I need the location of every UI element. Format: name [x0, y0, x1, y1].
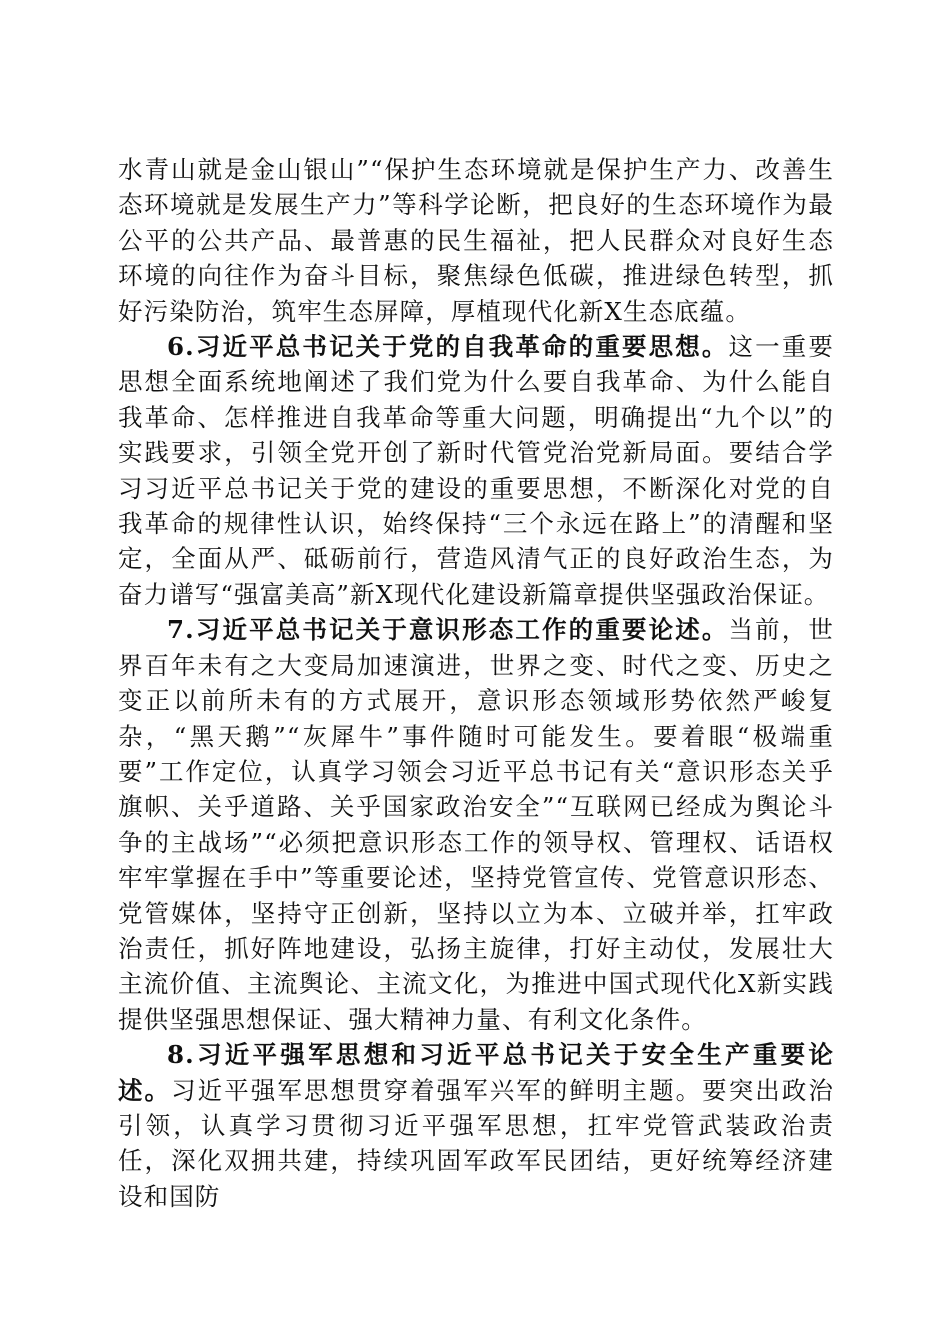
- paragraph-ecology-continued: [118, 152, 834, 329]
- paragraph-body: 这一重要思想全面系统地阐述了我们党为什么要自我革命、为什么能自我革命、怎样推进自我革命等重大问题，明确提出“九个以”的实践要求，引领全党开创了新时代管党治党新局面。要结合学习习近平总书记关于党的建设的重要思想，不断深化对党的自我革命的规律性认识，始终保持“三个永远在路上”的清醒和坚定，全面从严、砥砺前行，营造风清气正的良好政治生态，为奋力谱写“强富美高”新X现代化建设新篇章提供坚强政治保证。: [118, 332, 835, 609]
- paragraph-military-safety: [118, 1037, 834, 1214]
- document-page: [118, 152, 834, 1214]
- paragraph-body: 当前，世界百年未有之大变局加速演进，世界之变、时代之变、历史之变正以前所未有的方式展开，意识形态领域形势依然严峻复杂，“黑天鹅”“灰犀牛”事件随时可能发生。要着眼“极端重要”工作定位，认真学习领会习近平总书记有关“意识形态关乎旗帜、关乎道路、关乎国家政治安全”“互联网已经成为舆论斗争的主战场”“必须把意识形态工作的领导权、管理权、话语权牢牢掌握在手中”等重要论述，坚持党管宣传、党管意识形态、党管媒体，坚持守正创新，坚持以立为本、立破并举，扛牢政治责任，抓好阵地建设，弘扬主旋律，打好主动仗，发展壮大主流价值、主流舆论、主流文化，为推进中国式现代化X新实践提供坚强思想保证、强大精神力量、有利文化条件。: [118, 615, 835, 1034]
- paragraph-body: 水青山就是金山银山”“保护生态环境就是保护生产力、改善生态环境就是发展生产力”等科学论断，把良好的生态环境作为最公平的公共产品、最普惠的民生福祉，把人民群众对良好生态环境的向往作为奋斗目标，聚焦绿色低碳，推进绿色转型，抓好污染防治，筑牢生态屏障，厚植现代化新X生态底蕴。: [118, 155, 834, 326]
- paragraph-self-revolution: [118, 329, 834, 612]
- section-heading-8: 8.习近平强军思想和习近平总书记关于安全生产重要论述。: [118, 1040, 834, 1105]
- section-heading-7: 7.习近平总书记关于意识形态工作的重要论述。: [167, 615, 729, 645]
- section-heading-6: 6.习近平总书记关于党的自我革命的重要思想。: [167, 332, 729, 362]
- paragraph-body: 习近平强军思想贯穿着强军兴军的鲜明主题。要突出政治引领，认真学习贯彻习近平强军思想，扛牢党管武装政治责任，深化双拥共建，持续巩固军政军民团结，更好统筹经济建设和国防: [118, 1075, 834, 1211]
- paragraph-ideology: [118, 612, 834, 1037]
